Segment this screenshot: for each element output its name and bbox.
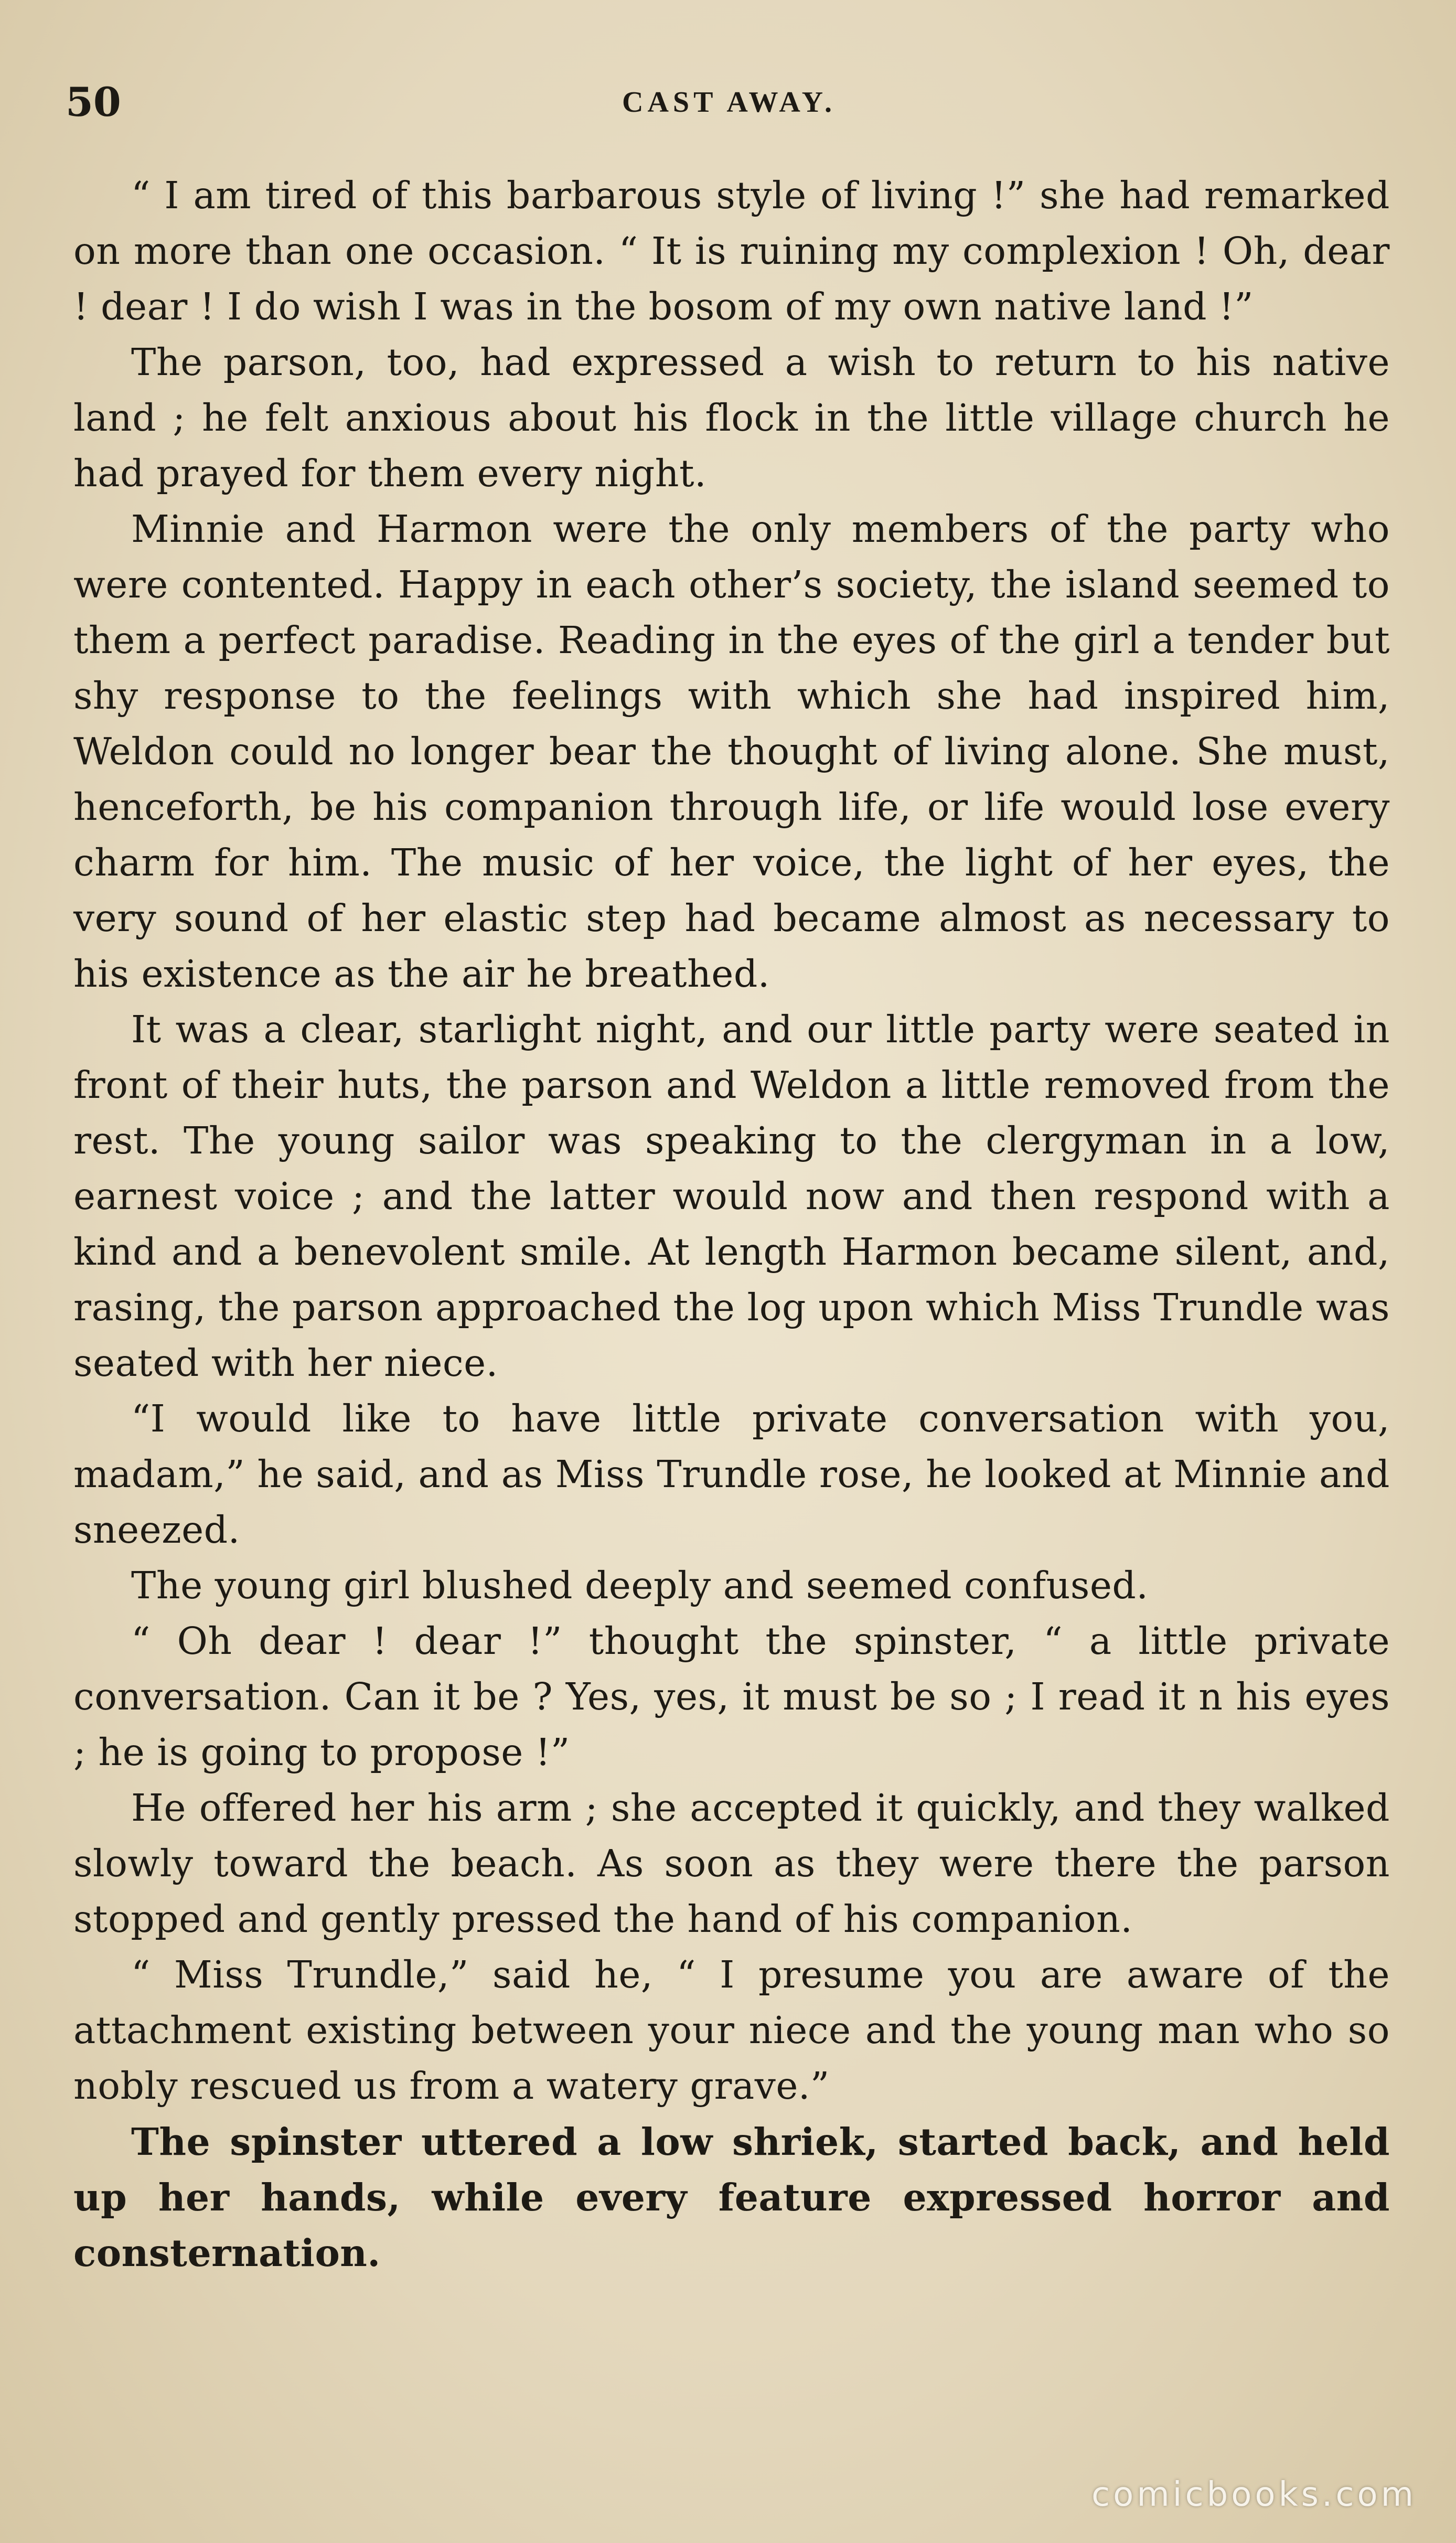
running-title: CAST AWAY. xyxy=(622,86,836,119)
watermark: comicbooks.com xyxy=(1091,2475,1417,2514)
paragraph: It was a clear, starlight night, and our little party were seated in front of their huts, the parson and Weldon a little removed from the rest. The young sailor was speaking to the clergyman in a low, earnest voice ; and the latter would now and then respond with a kind and a benevolent smile. At length Harmon became silent, and, rasing, the parson approached the log upon which Miss Trundle was seated with her niece. xyxy=(73,1008,1390,1385)
page-number: 50 xyxy=(66,79,121,125)
running-head xyxy=(66,73,1393,131)
paragraph: The parson, too, had expressed a wish to return to his native land ; he felt anxious about his flock in the little village church he had prayed for them every night. xyxy=(73,340,1390,495)
paragraph: Minnie and Harmon were the only members of the party who were contented. Happy in each other’s society, the island seemed to them a perfect paradise. Reading in the eyes of the girl a tender but shy response to the feelings with which she had inspired him, Weldon could no longer bear the thought of living alone. She must, henceforth, be his companion through life, or life would lose every charm for him. The music of her voice, the light of her eyes, the very sound of her elastic step had became almost as necessary to his existence as the air he breathed. xyxy=(73,507,1390,996)
paragraph: “I would like to have little private conversation with you, madam,” he said, and as Miss Trundle rose, he looked at Minnie and sneezed. xyxy=(73,1397,1390,1552)
paragraph: “ Miss Trundle,” said he, “ I presume you are aware of the attachment existing between your niece and the young man who so nobly rescued us from a watery grave.” xyxy=(73,1953,1390,2108)
paragraph: He offered her his arm ; she accepted it quickly, and they walked slowly toward the beach. As soon as they were there the parson stopped and gently pressed the hand of his companion. xyxy=(73,1786,1390,1941)
paragraph: The spinster uttered a low shriek, started back, and held up her hands, while every feature expressed horror and consternation. xyxy=(73,2120,1390,2275)
body-text xyxy=(73,168,1390,2281)
paragraph: The young girl blushed deeply and seemed confused. xyxy=(131,1564,1149,1607)
paragraph: “ I am tired of this barbarous style of living !” she had remarked on more than one occasion. “ It is ruining my complexion ! Oh, dear ! dear ! I do wish I was in the bosom of my own native land !” xyxy=(73,174,1390,328)
paragraph: “ Oh dear ! dear !” thought the spinster, “ a little private conversation. Can it be ? Yes, yes, it must be so ; I read it n his eyes ; he is going to propose !” xyxy=(73,1619,1390,1774)
